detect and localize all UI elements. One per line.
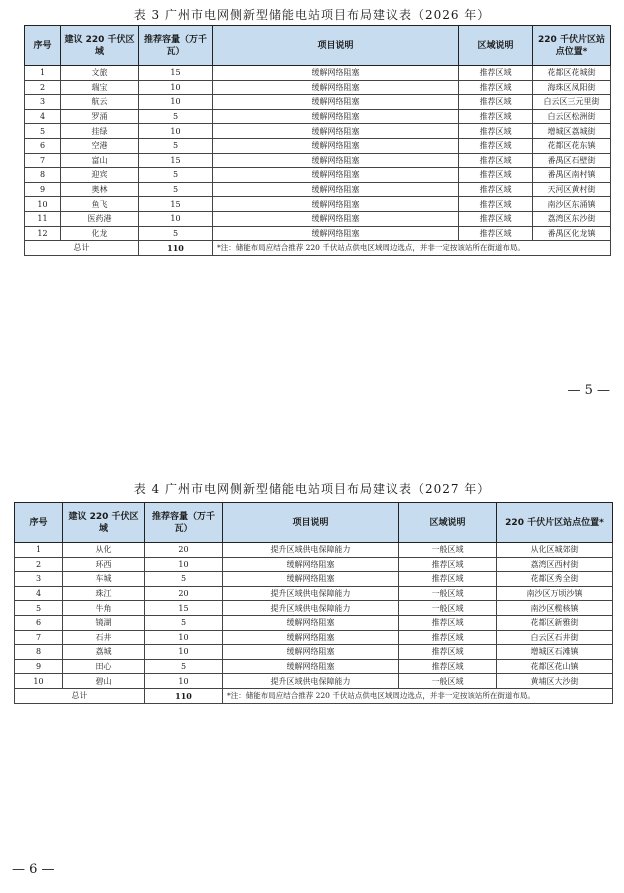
cell-region: 珠江	[63, 586, 145, 601]
cell-project-desc: 缓解网络阻塞	[213, 124, 459, 139]
cell-region: 航云	[61, 95, 139, 110]
cell-capacity: 10	[145, 557, 223, 572]
table-row	[25, 226, 611, 241]
cell-capacity: 15	[139, 153, 213, 168]
table-row	[15, 630, 613, 645]
cell-region: 碧山	[63, 674, 145, 689]
cell-region: 医药港	[61, 211, 139, 226]
table-footnote: *注：储能布局应结合推荐 220 千伏站点供电区域周边选点，并非一定按该站所在街道布局。	[223, 688, 613, 703]
cell-area-desc: 推荐区域	[459, 109, 533, 124]
cell-project-desc: 缓解网络阻塞	[213, 211, 459, 226]
cell-index: 4	[15, 586, 63, 601]
cell-area-desc: 推荐区域	[459, 182, 533, 197]
cell-station-location: 白云区松洲街	[533, 109, 611, 124]
cell-project-desc: 提升区域供电保障能力	[223, 543, 399, 558]
cell-index: 2	[25, 80, 61, 95]
header-region: 建议 220 千伏区域	[61, 26, 139, 66]
cell-station-location: 增城区石滩镇	[497, 645, 613, 660]
cell-capacity: 20	[145, 586, 223, 601]
cell-region: 奥林	[61, 182, 139, 197]
cell-project-desc: 缓解网络阻塞	[213, 168, 459, 183]
cell-index: 7	[25, 153, 61, 168]
cell-index: 9	[15, 659, 63, 674]
cell-capacity: 5	[139, 138, 213, 153]
cell-region: 石井	[63, 630, 145, 645]
cell-area-desc: 推荐区域	[459, 153, 533, 168]
cell-region: 环西	[63, 557, 145, 572]
cell-index: 10	[15, 674, 63, 689]
total-row	[25, 241, 611, 256]
cell-area-desc: 一般区域	[399, 543, 497, 558]
cell-index: 11	[25, 211, 61, 226]
cell-area-desc: 推荐区域	[459, 80, 533, 95]
cell-project-desc: 缓解网络阻塞	[213, 197, 459, 212]
cell-region: 罗涌	[61, 109, 139, 124]
cell-region: 空港	[61, 138, 139, 153]
cell-capacity: 10	[139, 95, 213, 110]
cell-project-desc: 缓解网络阻塞	[223, 572, 399, 587]
cell-region: 车城	[63, 572, 145, 587]
cell-station-location: 从化区城郊街	[497, 543, 613, 558]
cell-station-location: 番禺区化龙镇	[533, 226, 611, 241]
cell-station-location: 南沙区榄核镇	[497, 601, 613, 616]
cell-project-desc: 缓解网络阻塞	[213, 109, 459, 124]
cell-region: 瑞宝	[61, 80, 139, 95]
cell-region: 鱼飞	[61, 197, 139, 212]
cell-area-desc: 推荐区域	[459, 168, 533, 183]
cell-region: 从化	[63, 543, 145, 558]
cell-region: 富山	[61, 153, 139, 168]
cell-capacity: 5	[145, 615, 223, 630]
cell-project-desc: 提升区域供电保障能力	[223, 586, 399, 601]
page-number-5: — 5 —	[567, 383, 610, 398]
header-station-location: 220 千伏片区站点位置*	[533, 26, 611, 66]
cell-capacity: 20	[145, 543, 223, 558]
cell-capacity: 5	[139, 168, 213, 183]
table-row	[15, 645, 613, 660]
cell-region: 荔城	[63, 645, 145, 660]
header-station-location: 220 千伏片区站点位置*	[497, 503, 613, 543]
cell-project-desc: 缓解网络阻塞	[213, 226, 459, 241]
cell-region: 文旅	[61, 66, 139, 81]
cell-station-location: 增城区荔城街	[533, 124, 611, 139]
header-region: 建议 220 千伏区域	[63, 503, 145, 543]
cell-station-location: 黄埔区大沙街	[497, 674, 613, 689]
cell-index: 8	[25, 168, 61, 183]
cell-index: 7	[15, 630, 63, 645]
total-value: 110	[145, 688, 223, 703]
table-row	[25, 182, 611, 197]
cell-capacity: 15	[139, 66, 213, 81]
table-row	[25, 138, 611, 153]
table-row	[15, 615, 613, 630]
cell-station-location: 海珠区凤阳街	[533, 80, 611, 95]
cell-capacity: 15	[145, 601, 223, 616]
page-number-6: — 6 —	[12, 862, 55, 877]
cell-region: 化龙	[61, 226, 139, 241]
cell-area-desc: 推荐区域	[459, 124, 533, 139]
cell-index: 2	[15, 557, 63, 572]
cell-capacity: 5	[139, 226, 213, 241]
table-row	[25, 168, 611, 183]
table-row	[15, 659, 613, 674]
cell-station-location: 荔湾区东沙街	[533, 211, 611, 226]
cell-project-desc: 缓解网络阻塞	[223, 659, 399, 674]
cell-index: 9	[25, 182, 61, 197]
cell-region: 挂绿	[61, 124, 139, 139]
cell-station-location: 南沙区东涌镇	[533, 197, 611, 212]
table-row	[25, 80, 611, 95]
cell-index: 1	[15, 543, 63, 558]
cell-station-location: 荔湾区西村街	[497, 557, 613, 572]
cell-station-location: 花都区花山镇	[497, 659, 613, 674]
total-value: 110	[139, 241, 213, 256]
table-row	[25, 95, 611, 110]
cell-index: 6	[25, 138, 61, 153]
table3	[24, 25, 611, 256]
cell-region: 田心	[63, 659, 145, 674]
table4	[14, 502, 613, 704]
cell-index: 1	[25, 66, 61, 81]
table-row	[25, 66, 611, 81]
cell-project-desc: 缓解网络阻塞	[223, 615, 399, 630]
cell-station-location: 花都区花城街	[533, 66, 611, 81]
cell-index: 3	[15, 572, 63, 587]
header-area-desc: 区域说明	[399, 503, 497, 543]
cell-capacity: 10	[139, 80, 213, 95]
table-row	[25, 153, 611, 168]
table-footnote: *注：储能布局应结合推荐 220 千伏站点供电区域周边选点，并非一定按该站所在街道布局。	[213, 241, 611, 256]
cell-index: 12	[25, 226, 61, 241]
table-row	[15, 586, 613, 601]
cell-capacity: 10	[145, 674, 223, 689]
cell-project-desc: 缓解网络阻塞	[213, 153, 459, 168]
cell-capacity: 5	[139, 182, 213, 197]
cell-capacity: 10	[139, 124, 213, 139]
cell-area-desc: 推荐区域	[459, 226, 533, 241]
cell-area-desc: 一般区域	[399, 586, 497, 601]
cell-project-desc: 缓解网络阻塞	[213, 95, 459, 110]
cell-station-location: 花都区花东镇	[533, 138, 611, 153]
cell-capacity: 10	[139, 211, 213, 226]
cell-index: 8	[15, 645, 63, 660]
cell-area-desc: 推荐区域	[459, 66, 533, 81]
cell-index: 5	[25, 124, 61, 139]
cell-project-desc: 缓解网络阻塞	[223, 630, 399, 645]
cell-station-location: 白云区三元里街	[533, 95, 611, 110]
total-label: 总计	[15, 688, 145, 703]
cell-area-desc: 推荐区域	[399, 572, 497, 587]
cell-project-desc: 缓解网络阻塞	[213, 80, 459, 95]
cell-station-location: 番禺区石壁街	[533, 153, 611, 168]
header-project-desc: 项目说明	[223, 503, 399, 543]
cell-station-location: 天河区黄村街	[533, 182, 611, 197]
cell-project-desc: 提升区域供电保障能力	[223, 674, 399, 689]
cell-capacity: 10	[145, 645, 223, 660]
cell-capacity: 15	[139, 197, 213, 212]
cell-area-desc: 推荐区域	[399, 645, 497, 660]
cell-area-desc: 推荐区域	[399, 557, 497, 572]
cell-index: 5	[15, 601, 63, 616]
header-project-desc: 项目说明	[213, 26, 459, 66]
cell-index: 6	[15, 615, 63, 630]
cell-area-desc: 推荐区域	[459, 197, 533, 212]
cell-capacity: 5	[145, 659, 223, 674]
cell-capacity: 5	[139, 109, 213, 124]
header-area-desc: 区域说明	[459, 26, 533, 66]
cell-region: 迎宾	[61, 168, 139, 183]
table4-title: 表 4 广州市电网侧新型储能电站项目布局建议表（2027 年）	[133, 482, 491, 496]
cell-project-desc: 缓解网络阻塞	[213, 66, 459, 81]
cell-area-desc: 推荐区域	[399, 630, 497, 645]
cell-project-desc: 缓解网络阻塞	[213, 138, 459, 153]
table-row	[15, 557, 613, 572]
cell-region: 镜湖	[63, 615, 145, 630]
table-row	[25, 197, 611, 212]
table-row	[15, 601, 613, 616]
header-index: 序号	[25, 26, 61, 66]
cell-index: 10	[25, 197, 61, 212]
table-row	[25, 211, 611, 226]
table-row	[15, 543, 613, 558]
cell-area-desc: 一般区域	[399, 601, 497, 616]
cell-project-desc: 缓解网络阻塞	[213, 182, 459, 197]
table-row	[15, 674, 613, 689]
cell-station-location: 番禺区南村镇	[533, 168, 611, 183]
cell-capacity: 10	[145, 630, 223, 645]
cell-area-desc: 推荐区域	[399, 659, 497, 674]
cell-index: 3	[25, 95, 61, 110]
header-index: 序号	[15, 503, 63, 543]
table-row	[25, 109, 611, 124]
cell-station-location: 花都区新雅街	[497, 615, 613, 630]
cell-area-desc: 推荐区域	[459, 211, 533, 226]
table-row	[25, 124, 611, 139]
cell-station-location: 花都区秀全街	[497, 572, 613, 587]
cell-station-location: 南沙区万顷沙镇	[497, 586, 613, 601]
table3-title: 表 3 广州市电网侧新型储能电站项目布局建议表（2026 年）	[133, 8, 491, 22]
cell-project-desc: 提升区域供电保障能力	[223, 601, 399, 616]
cell-index: 4	[25, 109, 61, 124]
total-row	[15, 688, 613, 703]
cell-project-desc: 缓解网络阻塞	[223, 645, 399, 660]
cell-area-desc: 一般区域	[399, 674, 497, 689]
header-capacity: 推荐容量（万千瓦）	[145, 503, 223, 543]
cell-area-desc: 推荐区域	[459, 138, 533, 153]
cell-area-desc: 推荐区域	[399, 615, 497, 630]
cell-region: 牛角	[63, 601, 145, 616]
cell-capacity: 5	[145, 572, 223, 587]
cell-station-location: 白云区石井街	[497, 630, 613, 645]
table-row	[15, 572, 613, 587]
cell-area-desc: 推荐区域	[459, 95, 533, 110]
cell-project-desc: 缓解网络阻塞	[223, 557, 399, 572]
total-label: 总计	[25, 241, 139, 256]
header-capacity: 推荐容量（万千瓦）	[139, 26, 213, 66]
